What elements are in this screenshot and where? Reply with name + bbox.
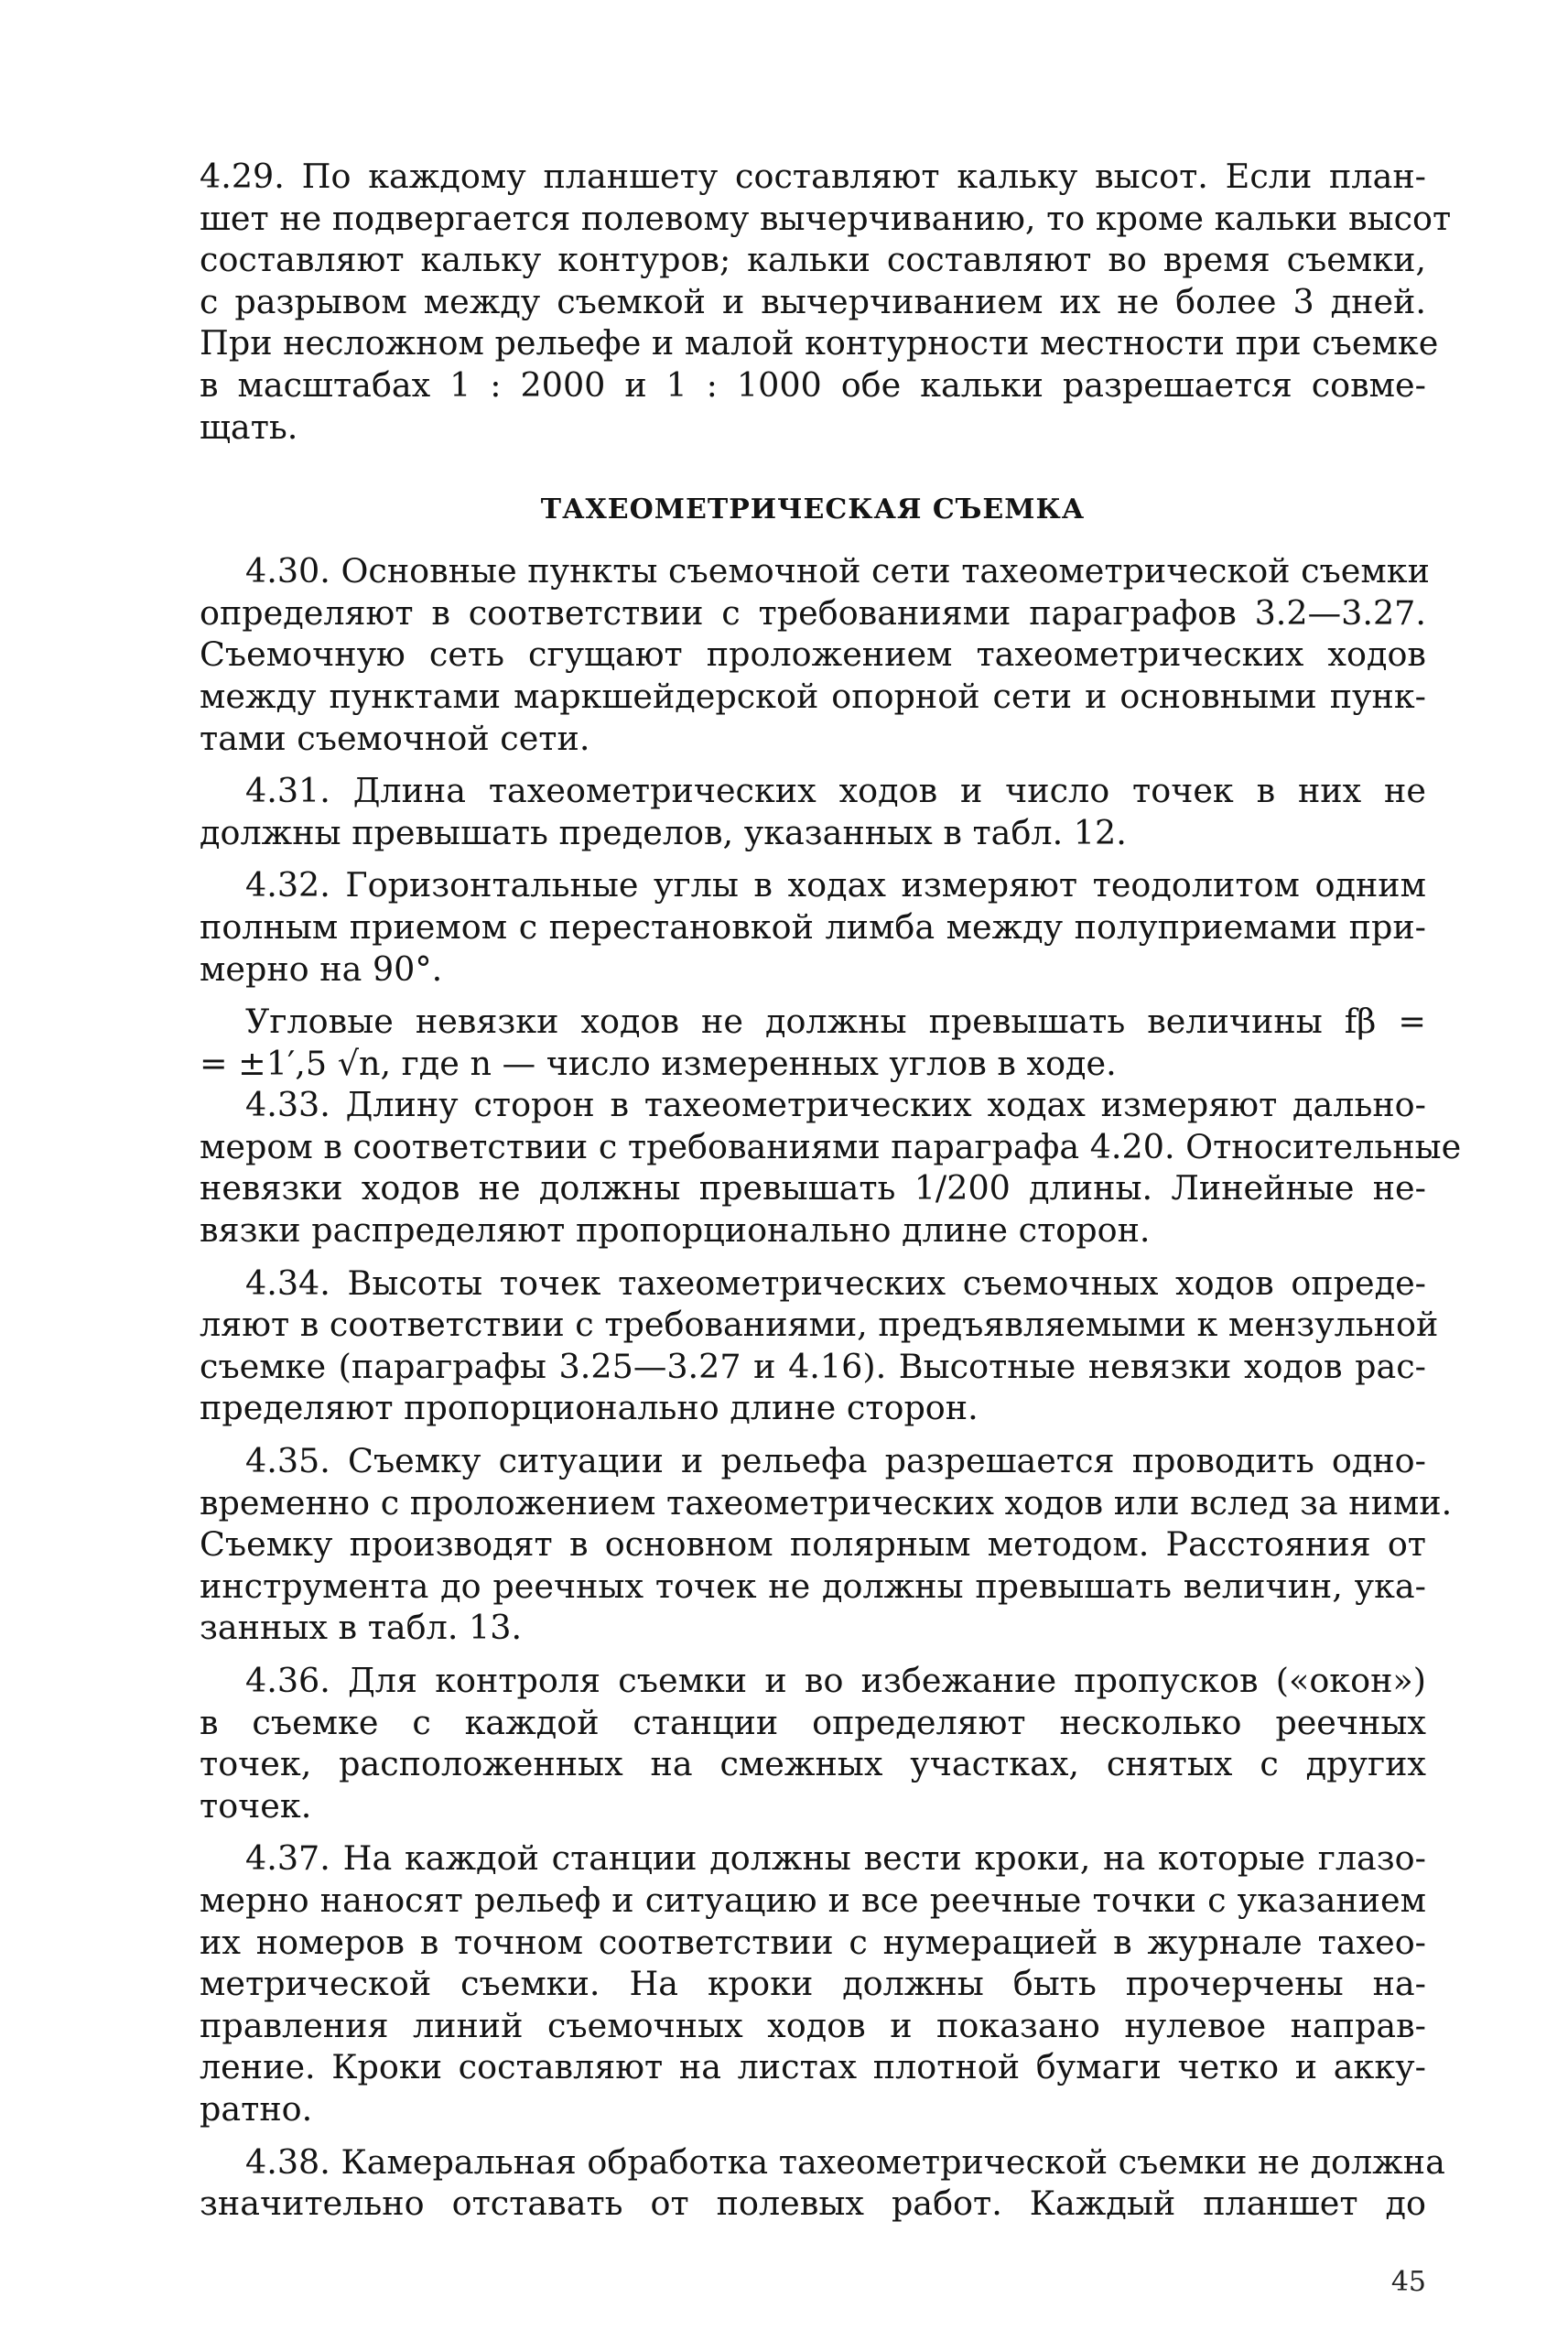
text-line: Угловые невязки ходов не должны превышать величины fβ = [245,1002,1426,1042]
text-line: 4.37. На каждой станции должны вести кроки, на которые глазо- [245,1838,1426,1879]
text-line: пределяют пропорционально длине сторон. [200,1388,979,1428]
paragraph-4-30 [200,550,1430,759]
text-line: в съемке с каждой станции определяют несколько реечных [200,1702,1426,1742]
text-line: 4.30. Основные пункты съемочной сети тахеометрической съемки [245,551,1430,591]
text-line: инструмента до реечных точек не должны превышать величин, ука- [200,1566,1426,1606]
text-line: 4.32. Горизонтальные углы в ходах измеряют теодолитом одним [245,865,1426,905]
text-line: 4.31. Длина тахеометрических ходов и число точек в них не [245,771,1426,811]
text-line: При несложном рельефе и малой контурности местности при съемке [200,323,1439,363]
text-line: ление. Кроки составляют на листах плотной бумаги четко и акку- [200,2047,1426,2087]
text-line: между пунктами маркшейдерской опорной сети и основными пунк- [200,676,1426,716]
paragraph-4-38 [200,2141,1445,2225]
text-line: занных в табл. 13. [200,1608,523,1648]
text-line: 4.36. Для контроля съемки и во избежание пропусков («окон») [245,1661,1426,1700]
text-line: мером в соответствии с требованиями параграфа 4.20. Относительные [200,1126,1462,1166]
text-line: шет не подвергается полевому вычерчиванию, то кроме кальки высот [200,198,1452,238]
text-line: в масштабах 1 : 2000 и 1 : 1000 обе кальки разрешается совме- [200,364,1426,405]
text-line: тами съемочной сети. [200,718,590,758]
text-line: 4.33. Длину сторон в тахеометрических ходах измеряют дально- [245,1085,1426,1125]
text-line: ратно. [200,2088,313,2129]
document-page [200,156,1462,2298]
paragraph-4-29 [200,156,1452,448]
paragraph-4-31 [200,770,1426,853]
text-line: 4.34. Высоты точек тахеометрических съемочных ходов опреде- [245,1263,1426,1303]
text-line: точек, расположенных на смежных участках, снятых с других [200,1744,1426,1784]
text-line: мерно наносят рельеф и ситуацию и все реечные точки с указанием [200,1880,1426,1920]
paragraph-4-32 [200,864,1426,990]
text-line: съемке (параграфы 3.25—3.27 и 4.16). Высотные невязки ходов рас- [200,1346,1426,1386]
section-heading: ТАХЕОМЕТРИЧЕСКАЯ СЪЕМКА [540,493,1086,526]
text-line: временно с проложением тахеометрических ходов или вслед за ними. [200,1482,1453,1523]
text-line: вязки распределяют пропорционально длине сторон. [200,1210,1151,1251]
text-line: Съемку производят в основном полярным методом. Расстояния от [200,1524,1426,1565]
paragraph-4-33 [200,1084,1462,1251]
text-line: 4.38. Камеральная обработка тахеометрической съемки не должна [245,2141,1445,2182]
paragraph-4-37 [200,1837,1426,2130]
text-line: составляют кальку контуров; кальки составляют во время съемки, [200,240,1426,280]
text-line: = ±1′,5 √n, где n — число измеренных углов в ходе. [200,1043,1117,1083]
text-line: правления линий съемочных ходов и показано нулевое направ- [200,2005,1426,2045]
text-line: 4.29. По каждому планшету составляют кальку высот. Если план- [200,157,1426,196]
text-line: ляют в соответствии с требованиями, предъявляемыми к мензульной [200,1305,1439,1345]
text-line: метрической съемки. На кроки должны быть прочерчены на- [200,1964,1426,2004]
paragraph-4-32-angular-misclosure [200,1001,1426,1084]
text-line: определяют в соответствии с требованиями параграфов 3.2—3.27. [200,592,1426,633]
page-number: 45 [1390,2266,1426,2298]
paragraph-4-34 [200,1263,1439,1429]
paragraph-4-35 [200,1440,1453,1649]
paragraph-4-36 [200,1660,1426,1826]
text-line: невязки ходов не должны превышать 1/200 длины. Линейные не- [200,1168,1426,1208]
text-line: 4.35. Съемку ситуации и рельефа разрешается проводить одно- [245,1441,1426,1481]
text-line: должны превышать пределов, указанных в табл. 12. [200,812,1127,852]
text-line: щать. [200,406,298,447]
text-line: Съемочную сеть сгущают проложением тахеометрических ходов [200,634,1426,675]
text-line: значительно отставать от полевых работ. Каждый планшет до [200,2184,1426,2224]
text-line: точек. [200,1785,312,1826]
text-line: полным приемом с перестановкой лимба между полуприемами при- [200,906,1426,947]
text-line: с разрывом между съемкой и вычерчиванием их не более 3 дней. [200,281,1426,321]
text-line: их номеров в точном соответствии с нумерацией в журнале тахео- [200,1922,1426,1962]
text-line: мерно на 90°. [200,948,443,989]
